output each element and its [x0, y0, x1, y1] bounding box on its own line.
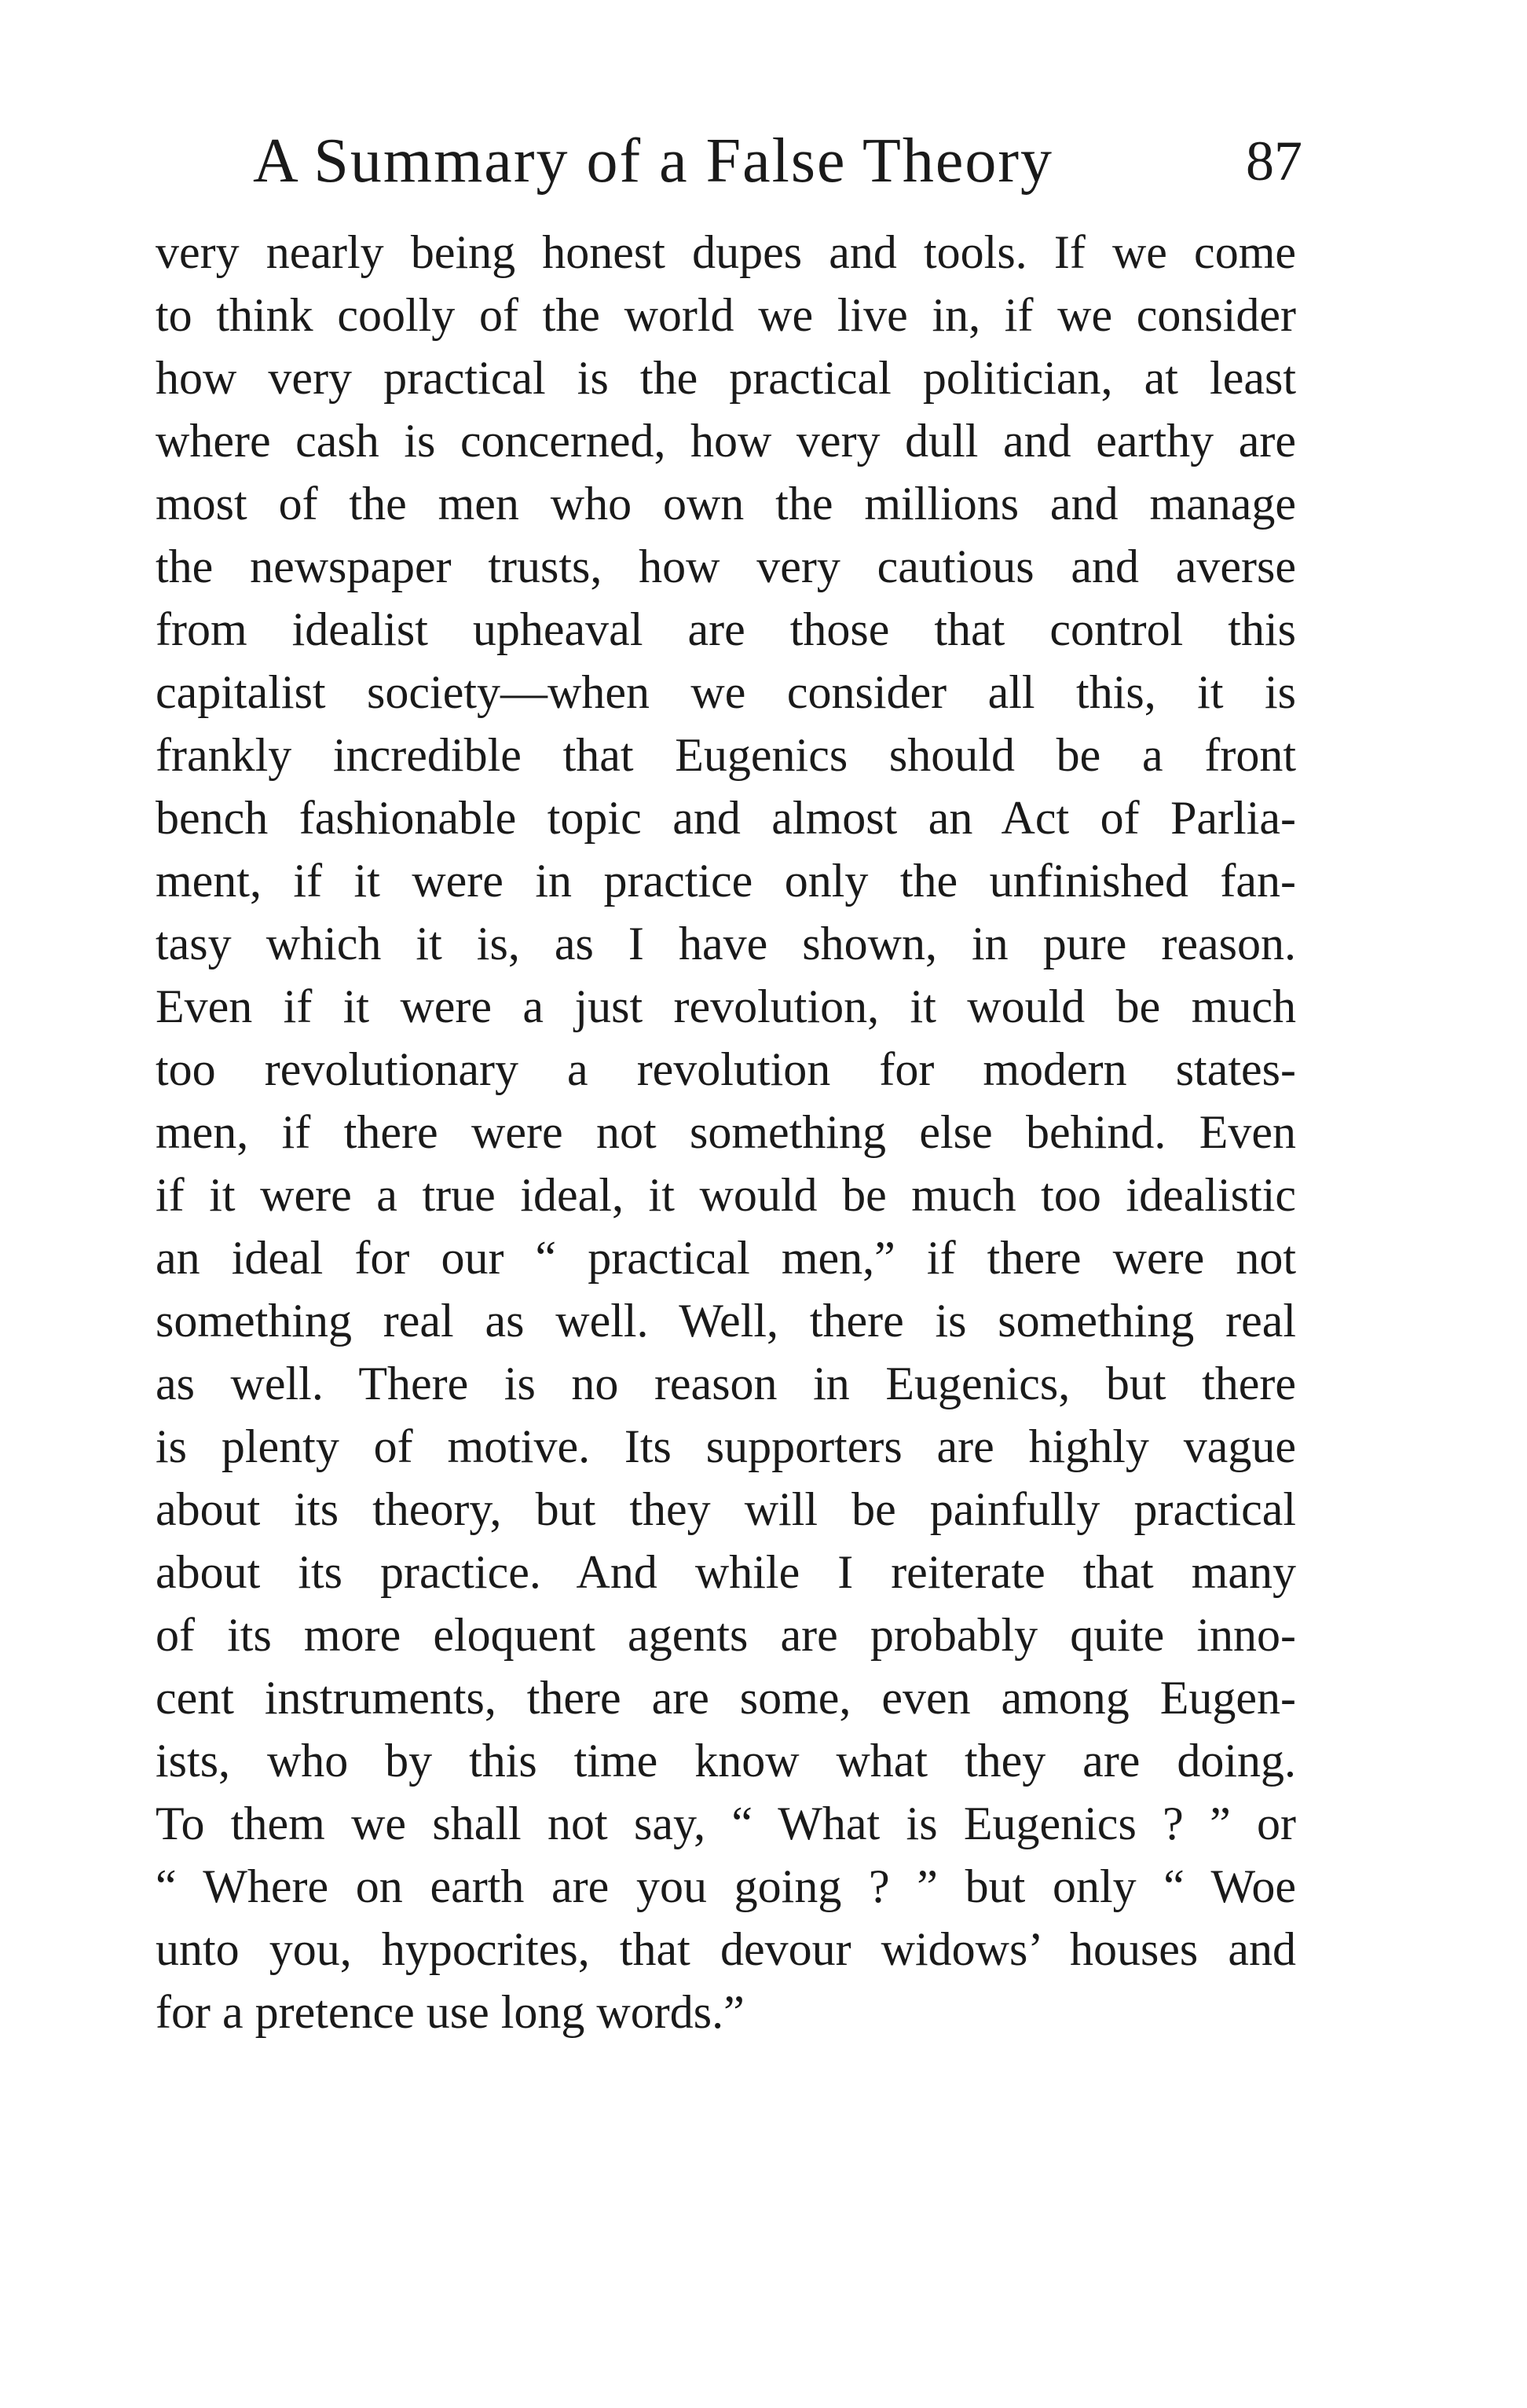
text-line: To them we shall not say, “ What is Eugenics ? ” or: [156, 1798, 1296, 1849]
text-line: “ Where on earth are you going ? ” but only “ Woe: [156, 1860, 1296, 1912]
text-line: tasy which it is, as I have shown, in pure reason.: [156, 918, 1296, 969]
text-line: unto you, hypocrites, that devour widows’ houses and: [156, 1923, 1296, 1975]
running-head: [225, 118, 1309, 204]
text-line: where cash is concerned, how very dull and earthy are: [156, 415, 1296, 467]
text-line: ment, if it were in practice only the unfinished fan-: [156, 855, 1296, 907]
text-line: an ideal for our “ practical men,” if there were not: [156, 1232, 1296, 1284]
text-line: if it were a true ideal, it would be much too idealistic: [156, 1169, 1296, 1221]
text-line: most of the men who own the millions and manage: [156, 478, 1296, 530]
text-line: about its theory, but they will be painfully practical: [156, 1483, 1296, 1535]
text-line: the newspaper trusts, how very cautious and averse: [156, 541, 1296, 592]
text-line: something real as well. Well, there is something real: [156, 1295, 1296, 1347]
text-line: frankly incredible that Eugenics should be a front: [156, 729, 1296, 781]
text-line: from idealist upheaval are those that control this: [156, 603, 1296, 655]
text-line: for a pretence use long words.”: [156, 1986, 745, 2038]
text-line: men, if there were not something else behind. Even: [156, 1106, 1296, 1158]
page-number: 87: [1246, 130, 1302, 192]
text-line: of its more eloquent agents are probably quite inno-: [156, 1609, 1296, 1661]
text-line: as well. There is no reason in Eugenics, but there: [156, 1358, 1296, 1409]
text-line: too revolutionary a revolution for modern states-: [156, 1043, 1296, 1095]
running-title: A Summary of a False Theory: [253, 126, 1054, 196]
text-line: ists, who by this time know what they are doing.: [156, 1735, 1296, 1787]
text-line: capitalist society—when we consider all this, it is: [156, 666, 1296, 718]
text-line: cent instruments, there are some, even among Eugen-: [156, 1672, 1296, 1724]
text-line: very nearly being honest dupes and tools. If we come: [156, 226, 1296, 278]
text-line: how very practical is the practical politician, at least: [156, 352, 1296, 404]
text-line: about its practice. And while I reiterate that many: [156, 1546, 1296, 1598]
body-text: [156, 221, 1296, 2043]
text-line: Even if it were a just revolution, it would be much: [156, 980, 1296, 1032]
text-line: is plenty of motive. Its supporters are highly vague: [156, 1420, 1296, 1472]
text-line: bench fashionable topic and almost an Act of Parlia-: [156, 792, 1296, 844]
text-line: to think coolly of the world we live in, if we consider: [156, 289, 1296, 341]
